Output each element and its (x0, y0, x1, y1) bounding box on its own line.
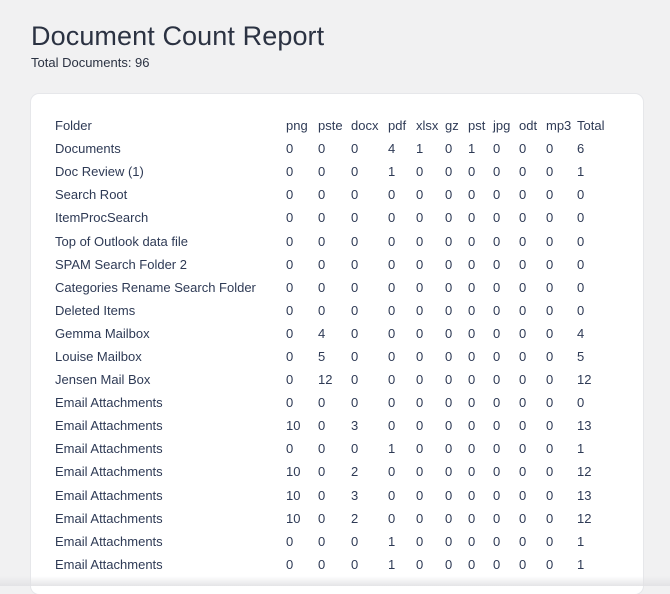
table-row (55, 137, 617, 160)
table-row (55, 437, 617, 460)
count-cell-total: 0 (577, 187, 585, 203)
count-cell-pdf: 1 (388, 556, 396, 572)
count-cell-pdf: 0 (388, 210, 396, 226)
folder-name-cell: Documents (55, 141, 121, 157)
column-header-docx: docx (351, 118, 379, 134)
count-cell-docx: 0 (351, 256, 359, 272)
count-cell-pste: 0 (318, 533, 326, 549)
folder-name-cell: Jensen Mail Box (55, 372, 151, 388)
count-cell-xlsx: 1 (416, 141, 424, 157)
folder-name-cell: ItemProcSearch (55, 210, 149, 226)
count-cell-xlsx: 0 (416, 395, 424, 411)
table-row (55, 299, 617, 322)
count-cell-pst: 0 (468, 556, 476, 572)
count-cell-jpg: 0 (493, 256, 501, 272)
folder-name-cell: Email Attachments (55, 395, 163, 411)
count-cell-docx: 0 (351, 233, 359, 249)
count-cell-pst: 0 (468, 325, 476, 341)
count-cell-docx: 0 (351, 164, 359, 180)
column-header-odt: odt (519, 118, 538, 134)
count-cell-png: 0 (286, 141, 294, 157)
count-cell-mp3: 0 (546, 325, 554, 341)
count-cell-mp3: 0 (546, 556, 554, 572)
count-cell-pdf: 0 (388, 325, 396, 341)
count-cell-gz: 0 (445, 141, 453, 157)
count-cell-mp3: 0 (546, 279, 554, 295)
report-card (31, 94, 643, 594)
count-cell-png: 10 (286, 418, 301, 434)
count-cell-docx: 0 (351, 556, 359, 572)
count-cell-jpg: 0 (493, 187, 501, 203)
count-cell-pste: 5 (318, 348, 326, 364)
column-header-png: png (286, 118, 308, 134)
table-row (55, 391, 617, 414)
count-cell-pste: 0 (318, 556, 326, 572)
count-cell-xlsx: 0 (416, 441, 424, 457)
count-cell-png: 0 (286, 556, 294, 572)
count-cell-pdf: 0 (388, 487, 396, 503)
table-row (55, 160, 617, 183)
count-cell-total: 1 (577, 533, 585, 549)
count-cell-png: 10 (286, 487, 301, 503)
count-cell-total: 0 (577, 279, 585, 295)
count-cell-mp3: 0 (546, 210, 554, 226)
count-cell-pst: 0 (468, 348, 476, 364)
count-cell-pste: 0 (318, 418, 326, 434)
count-cell-pste: 0 (318, 210, 326, 226)
column-header-pdf: pdf (388, 118, 407, 134)
count-cell-odt: 0 (519, 325, 527, 341)
count-cell-pste: 0 (318, 487, 326, 503)
folder-name-cell: Email Attachments (55, 418, 163, 434)
count-cell-docx: 3 (351, 418, 359, 434)
count-cell-odt: 0 (519, 279, 527, 295)
table-row (55, 183, 617, 206)
count-cell-png: 10 (286, 464, 301, 480)
count-cell-pst: 0 (468, 302, 476, 318)
folder-name-cell: Deleted Items (55, 302, 136, 318)
count-cell-jpg: 0 (493, 441, 501, 457)
count-cell-odt: 0 (519, 233, 527, 249)
count-cell-jpg: 0 (493, 533, 501, 549)
count-cell-pdf: 0 (388, 395, 396, 411)
folder-name-cell: Top of Outlook data file (55, 233, 188, 249)
count-cell-gz: 0 (445, 233, 453, 249)
count-cell-docx: 0 (351, 372, 359, 388)
count-cell-pst: 0 (468, 164, 476, 180)
count-cell-odt: 0 (519, 187, 527, 203)
folder-name-cell: Email Attachments (55, 487, 163, 503)
count-cell-xlsx: 0 (416, 325, 424, 341)
count-cell-pst: 0 (468, 187, 476, 203)
count-cell-png: 0 (286, 533, 294, 549)
table-row (55, 530, 617, 553)
count-cell-total: 0 (577, 233, 585, 249)
count-cell-docx: 2 (351, 510, 359, 526)
count-cell-pdf: 0 (388, 187, 396, 203)
count-cell-docx: 0 (351, 533, 359, 549)
count-cell-xlsx: 0 (416, 372, 424, 388)
count-cell-total: 6 (577, 141, 585, 157)
count-cell-odt: 0 (519, 510, 527, 526)
document-count-table (55, 114, 617, 576)
count-cell-pste: 0 (318, 279, 326, 295)
count-cell-docx: 0 (351, 325, 359, 341)
count-cell-total: 0 (577, 256, 585, 272)
count-cell-total: 1 (577, 441, 585, 457)
count-cell-odt: 0 (519, 556, 527, 572)
table-row (55, 368, 617, 391)
count-cell-png: 0 (286, 348, 294, 364)
count-cell-pdf: 0 (388, 233, 396, 249)
count-cell-gz: 0 (445, 418, 453, 434)
table-row (55, 460, 617, 483)
count-cell-gz: 0 (445, 510, 453, 526)
count-cell-odt: 0 (519, 164, 527, 180)
count-cell-pste: 0 (318, 164, 326, 180)
count-cell-pste: 0 (318, 141, 326, 157)
count-cell-pdf: 1 (388, 164, 396, 180)
count-cell-pste: 4 (318, 325, 326, 341)
count-cell-pst: 1 (468, 141, 476, 157)
count-cell-gz: 0 (445, 164, 453, 180)
count-cell-pst: 0 (468, 487, 476, 503)
count-cell-pdf: 0 (388, 372, 396, 388)
count-cell-pdf: 0 (388, 279, 396, 295)
count-cell-png: 10 (286, 510, 301, 526)
count-cell-pst: 0 (468, 256, 476, 272)
count-cell-gz: 0 (445, 441, 453, 457)
count-cell-docx: 0 (351, 441, 359, 457)
count-cell-pdf: 0 (388, 464, 396, 480)
table-row (55, 553, 617, 576)
count-cell-gz: 0 (445, 395, 453, 411)
count-cell-pste: 0 (318, 464, 326, 480)
column-header-mp3: mp3 (546, 118, 572, 134)
table-row (55, 507, 617, 530)
count-cell-png: 0 (286, 187, 294, 203)
count-cell-total: 1 (577, 164, 585, 180)
count-cell-pdf: 4 (388, 141, 396, 157)
count-cell-pdf: 0 (388, 418, 396, 434)
count-cell-xlsx: 0 (416, 418, 424, 434)
count-cell-pst: 0 (468, 210, 476, 226)
count-cell-odt: 0 (519, 210, 527, 226)
count-cell-jpg: 0 (493, 418, 501, 434)
count-cell-mp3: 0 (546, 348, 554, 364)
count-cell-mp3: 0 (546, 302, 554, 318)
count-cell-mp3: 0 (546, 372, 554, 388)
count-cell-pst: 0 (468, 418, 476, 434)
table-row (55, 276, 617, 299)
table-row (55, 345, 617, 368)
column-header-xlsx: xlsx (416, 118, 439, 134)
count-cell-total: 4 (577, 325, 585, 341)
table-row (55, 322, 617, 345)
bottom-scroll-edge (0, 576, 670, 586)
table-row (55, 229, 617, 252)
count-cell-xlsx: 0 (416, 487, 424, 503)
count-cell-odt: 0 (519, 372, 527, 388)
count-cell-total: 12 (577, 510, 592, 526)
column-header-jpg: jpg (493, 118, 511, 134)
count-cell-docx: 0 (351, 279, 359, 295)
count-cell-jpg: 0 (493, 141, 501, 157)
count-cell-xlsx: 0 (416, 187, 424, 203)
count-cell-jpg: 0 (493, 372, 501, 388)
count-cell-mp3: 0 (546, 418, 554, 434)
count-cell-jpg: 0 (493, 395, 501, 411)
count-cell-xlsx: 0 (416, 533, 424, 549)
folder-name-cell: Doc Review (1) (55, 164, 144, 180)
column-header-pst: pst (468, 118, 486, 134)
count-cell-jpg: 0 (493, 210, 501, 226)
count-cell-pdf: 0 (388, 348, 396, 364)
count-cell-total: 0 (577, 395, 585, 411)
count-cell-docx: 0 (351, 395, 359, 411)
count-cell-total: 12 (577, 464, 592, 480)
count-cell-pst: 0 (468, 510, 476, 526)
count-cell-odt: 0 (519, 256, 527, 272)
count-cell-pdf: 0 (388, 256, 396, 272)
table-row (55, 253, 617, 276)
count-cell-mp3: 0 (546, 395, 554, 411)
folder-name-cell: Email Attachments (55, 441, 163, 457)
count-cell-pst: 0 (468, 441, 476, 457)
table-row (55, 206, 617, 229)
count-cell-mp3: 0 (546, 141, 554, 157)
count-cell-xlsx: 0 (416, 302, 424, 318)
count-cell-docx: 0 (351, 348, 359, 364)
count-cell-gz: 0 (445, 533, 453, 549)
count-cell-png: 0 (286, 395, 294, 411)
count-cell-odt: 0 (519, 533, 527, 549)
count-cell-pst: 0 (468, 279, 476, 295)
count-cell-png: 0 (286, 279, 294, 295)
count-cell-pdf: 1 (388, 533, 396, 549)
folder-name-cell: Email Attachments (55, 533, 163, 549)
count-cell-pste: 0 (318, 187, 326, 203)
count-cell-xlsx: 0 (416, 164, 424, 180)
count-cell-pste: 0 (318, 510, 326, 526)
count-cell-pste: 0 (318, 395, 326, 411)
count-cell-gz: 0 (445, 256, 453, 272)
table-row (55, 484, 617, 507)
count-cell-total: 1 (577, 556, 585, 572)
count-cell-pste: 0 (318, 441, 326, 457)
count-cell-png: 0 (286, 233, 294, 249)
folder-name-cell: Email Attachments (55, 510, 163, 526)
count-cell-docx: 2 (351, 464, 359, 480)
count-cell-xlsx: 0 (416, 256, 424, 272)
table-body (55, 137, 617, 576)
count-cell-pst: 0 (468, 233, 476, 249)
count-cell-mp3: 0 (546, 256, 554, 272)
count-cell-odt: 0 (519, 395, 527, 411)
count-cell-pst: 0 (468, 372, 476, 388)
folder-name-cell: SPAM Search Folder 2 (55, 256, 187, 272)
count-cell-xlsx: 0 (416, 510, 424, 526)
column-header-gz: gz (445, 118, 459, 134)
count-cell-jpg: 0 (493, 302, 501, 318)
count-cell-pste: 0 (318, 233, 326, 249)
count-cell-mp3: 0 (546, 187, 554, 203)
folder-name-cell: Louise Mailbox (55, 348, 142, 364)
count-cell-odt: 0 (519, 418, 527, 434)
count-cell-docx: 0 (351, 210, 359, 226)
count-cell-gz: 0 (445, 556, 453, 572)
count-cell-pste: 12 (318, 372, 333, 388)
count-cell-jpg: 0 (493, 556, 501, 572)
count-cell-pdf: 0 (388, 510, 396, 526)
count-cell-gz: 0 (445, 487, 453, 503)
count-cell-gz: 0 (445, 464, 453, 480)
count-cell-png: 0 (286, 302, 294, 318)
folder-name-cell: Email Attachments (55, 464, 163, 480)
folder-name-cell: Email Attachments (55, 556, 163, 572)
column-header-folder: Folder (55, 118, 92, 134)
page-title: Document Count Report (31, 21, 325, 51)
count-cell-mp3: 0 (546, 487, 554, 503)
table-header-row (55, 114, 617, 137)
count-cell-gz: 0 (445, 302, 453, 318)
count-cell-pst: 0 (468, 395, 476, 411)
folder-name-cell: Categories Rename Search Folder (55, 279, 256, 295)
count-cell-pst: 0 (468, 464, 476, 480)
count-cell-jpg: 0 (493, 233, 501, 249)
count-cell-jpg: 0 (493, 510, 501, 526)
count-cell-xlsx: 0 (416, 464, 424, 480)
count-cell-total: 12 (577, 372, 592, 388)
count-cell-png: 0 (286, 210, 294, 226)
count-cell-docx: 0 (351, 141, 359, 157)
count-cell-gz: 0 (445, 348, 453, 364)
count-cell-total: 0 (577, 302, 585, 318)
count-cell-png: 0 (286, 325, 294, 341)
count-cell-jpg: 0 (493, 348, 501, 364)
count-cell-odt: 0 (519, 348, 527, 364)
count-cell-mp3: 0 (546, 533, 554, 549)
count-cell-gz: 0 (445, 210, 453, 226)
count-cell-jpg: 0 (493, 487, 501, 503)
count-cell-total: 5 (577, 348, 585, 364)
column-header-total: Total (577, 118, 605, 134)
table-row (55, 414, 617, 437)
count-cell-total: 0 (577, 210, 585, 226)
count-cell-gz: 0 (445, 187, 453, 203)
count-cell-mp3: 0 (546, 441, 554, 457)
count-cell-xlsx: 0 (416, 233, 424, 249)
count-cell-jpg: 0 (493, 279, 501, 295)
folder-name-cell: Gemma Mailbox (55, 325, 150, 341)
count-cell-docx: 3 (351, 487, 359, 503)
count-cell-mp3: 0 (546, 464, 554, 480)
count-cell-jpg: 0 (493, 164, 501, 180)
count-cell-total: 13 (577, 487, 592, 503)
count-cell-xlsx: 0 (416, 210, 424, 226)
folder-name-cell: Search Root (55, 187, 128, 203)
count-cell-png: 0 (286, 256, 294, 272)
count-cell-xlsx: 0 (416, 279, 424, 295)
count-cell-pste: 0 (318, 256, 326, 272)
count-cell-docx: 0 (351, 187, 359, 203)
count-cell-odt: 0 (519, 141, 527, 157)
count-cell-png: 0 (286, 441, 294, 457)
count-cell-mp3: 0 (546, 164, 554, 180)
count-cell-png: 0 (286, 372, 294, 388)
count-cell-mp3: 0 (546, 233, 554, 249)
count-cell-gz: 0 (445, 279, 453, 295)
count-cell-gz: 0 (445, 372, 453, 388)
total-documents-label: Total Documents: 96 (31, 55, 150, 70)
count-cell-odt: 0 (519, 302, 527, 318)
count-cell-pdf: 1 (388, 441, 396, 457)
count-cell-mp3: 0 (546, 510, 554, 526)
count-cell-png: 0 (286, 164, 294, 180)
count-cell-pdf: 0 (388, 302, 396, 318)
count-cell-docx: 0 (351, 302, 359, 318)
count-cell-pst: 0 (468, 533, 476, 549)
count-cell-jpg: 0 (493, 464, 501, 480)
count-cell-odt: 0 (519, 464, 527, 480)
count-cell-xlsx: 0 (416, 556, 424, 572)
count-cell-xlsx: 0 (416, 348, 424, 364)
count-cell-gz: 0 (445, 325, 453, 341)
count-cell-pste: 0 (318, 302, 326, 318)
count-cell-total: 13 (577, 418, 592, 434)
count-cell-jpg: 0 (493, 325, 501, 341)
column-header-pste: pste (318, 118, 343, 134)
count-cell-odt: 0 (519, 487, 527, 503)
count-cell-odt: 0 (519, 441, 527, 457)
